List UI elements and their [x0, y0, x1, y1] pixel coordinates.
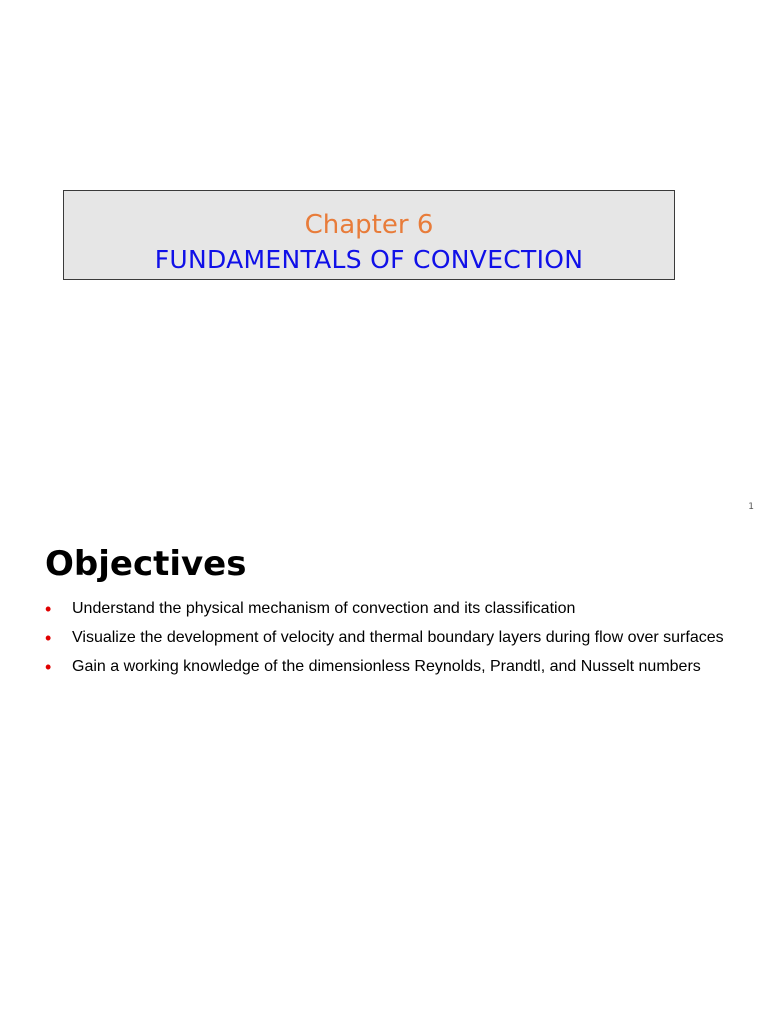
bullet-dot-icon: • — [45, 599, 52, 619]
list-item-text: Understand the physical mechanism of convection and its classification — [72, 600, 576, 617]
chapter-label: Chapter 6 — [304, 210, 434, 240]
objectives-heading: Objectives — [45, 544, 247, 584]
list-item-text: Visualize the development of velocity and thermal boundary layers during flow over surfaces — [72, 629, 724, 646]
objectives-slide — [0, 520, 768, 1024]
title-box — [63, 190, 675, 280]
page-number: 1 — [748, 502, 754, 512]
list-item-text: Gain a working knowledge of the dimensionless Reynolds, Prandtl, and Nusselt numbers — [72, 658, 701, 675]
list-item — [45, 598, 737, 620]
list-item — [45, 656, 737, 678]
list-item — [45, 627, 737, 649]
objectives-list — [45, 598, 737, 685]
bullet-dot-icon: • — [45, 657, 52, 677]
bullet-dot-icon: • — [45, 628, 52, 648]
chapter-title: FUNDAMENTALS OF CONVECTION — [154, 245, 584, 274]
